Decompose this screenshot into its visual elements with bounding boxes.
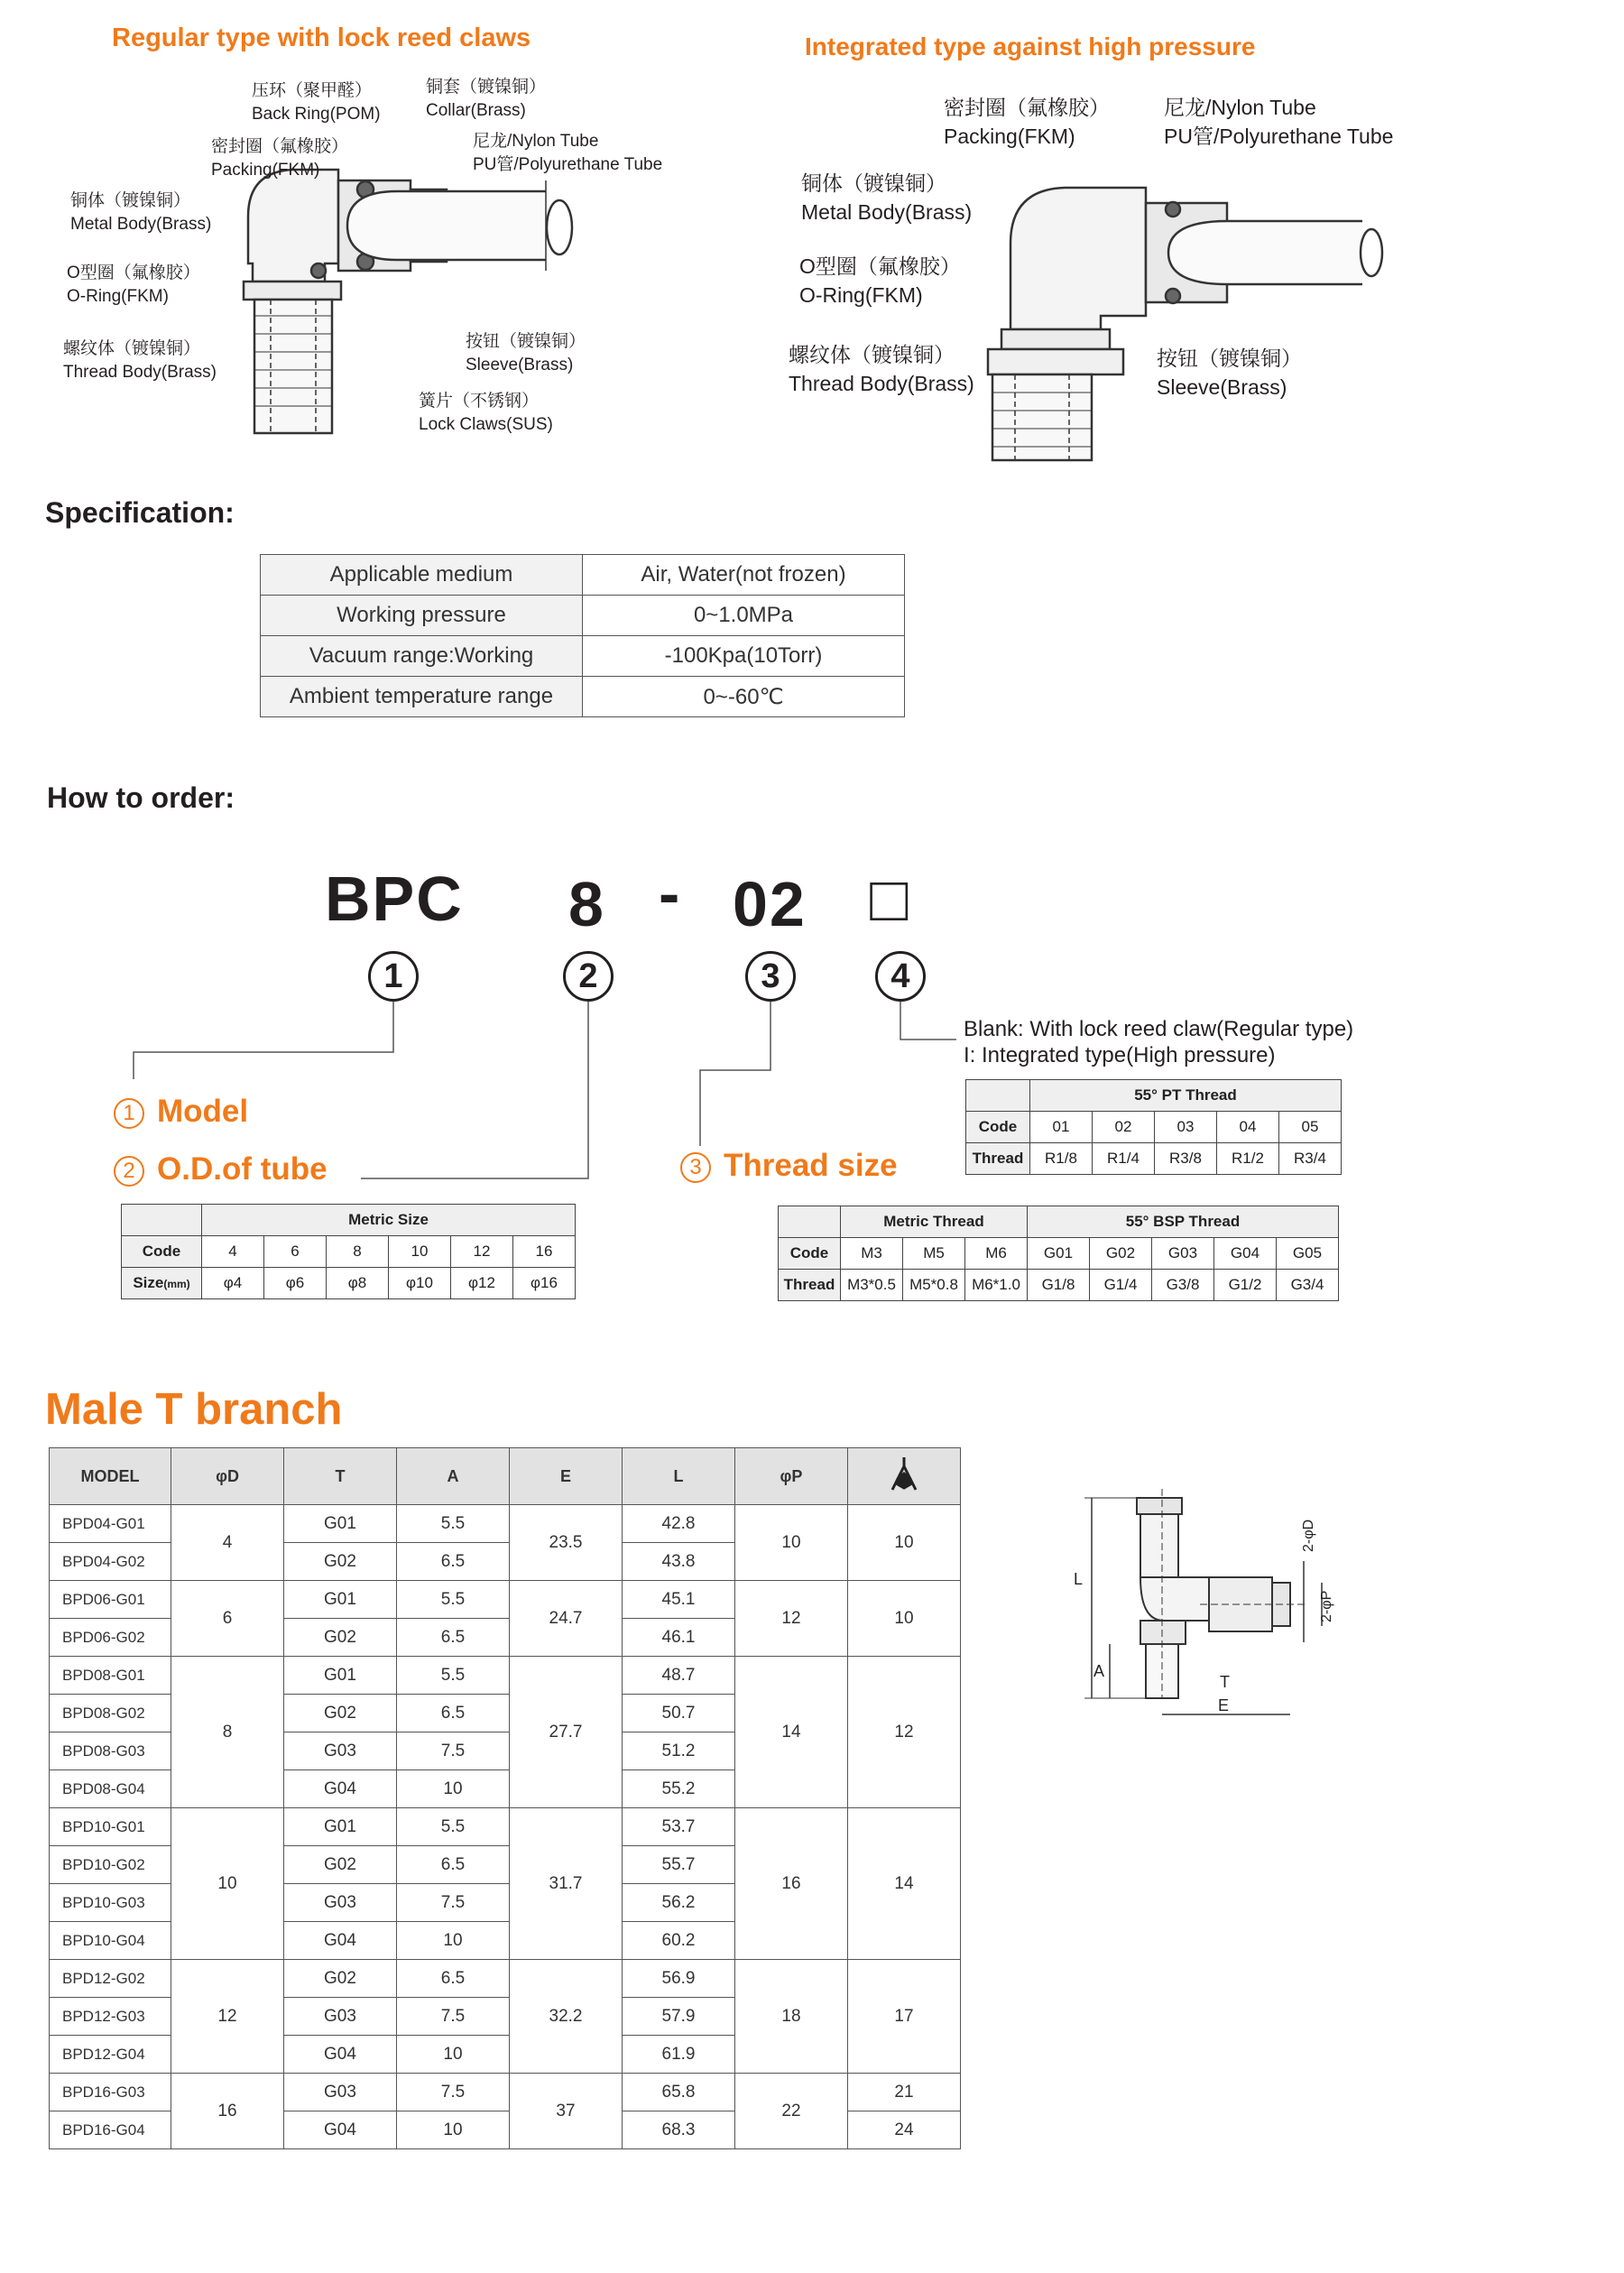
ms-code: 12 bbox=[451, 1236, 513, 1268]
key-model-text: Model bbox=[157, 1094, 249, 1129]
th-code: M3 bbox=[841, 1238, 903, 1270]
l-cell: 55.2 bbox=[623, 1770, 735, 1808]
a-cell: 7.5 bbox=[397, 1998, 510, 2036]
model-cell: BPD08-G02 bbox=[50, 1695, 171, 1732]
thread-body-cn-label: 螺纹体（镀镍铜） bbox=[63, 339, 201, 358]
ms-size-label-cell bbox=[122, 1268, 202, 1299]
suffix-blank-text: Blank: With lock reed claw(Regular type) bbox=[964, 1017, 1354, 1041]
back-ring-en-label: Back Ring(POM) bbox=[252, 105, 381, 124]
l-cell: 55.7 bbox=[623, 1846, 735, 1884]
key-thread bbox=[680, 1148, 898, 1184]
order-circle-2: 2 bbox=[563, 951, 614, 1002]
pt-thread: R1/8 bbox=[1030, 1143, 1093, 1175]
a-cell: 7.5 bbox=[397, 1884, 510, 1922]
t-cell: G02 bbox=[284, 1695, 397, 1732]
model-cell: BPD10-G01 bbox=[50, 1808, 171, 1846]
l-cell: 53.7 bbox=[623, 1808, 735, 1846]
th-code: G03 bbox=[1152, 1238, 1214, 1270]
ms-code: 16 bbox=[513, 1236, 576, 1268]
collar-cn-label: 铜套（镀镍铜） bbox=[426, 78, 547, 97]
a-cell: 6.5 bbox=[397, 1543, 510, 1581]
a-cell: 6.5 bbox=[397, 1846, 510, 1884]
a-cell: 5.5 bbox=[397, 1657, 510, 1695]
left-diagram-title: Regular type with lock reed claws bbox=[112, 23, 531, 52]
r-tube-en-label: PU管/Polyurethane Tube bbox=[1164, 125, 1394, 148]
a-cell: 10 bbox=[397, 2111, 510, 2149]
order-circle-3: 3 bbox=[745, 951, 796, 1002]
l-cell: 43.8 bbox=[623, 1543, 735, 1581]
th-code: M5 bbox=[903, 1238, 965, 1270]
r-packing-en-label: Packing(FKM) bbox=[944, 125, 1075, 148]
pt-thread: R1/2 bbox=[1217, 1143, 1279, 1175]
t-cell: G01 bbox=[284, 1505, 397, 1543]
dim-t-label: T bbox=[1220, 1673, 1230, 1691]
th-thread: G1/8 bbox=[1028, 1270, 1090, 1301]
metal-body-en-label: Metal Body(Brass) bbox=[70, 215, 212, 234]
a-cell: 10 bbox=[397, 1922, 510, 1960]
right-diagram-title: Integrated type against high pressure bbox=[805, 32, 1256, 60]
th-blank-cell bbox=[779, 1206, 841, 1238]
pt-thread: R3/8 bbox=[1155, 1143, 1217, 1175]
r-oring-cn-label: O型圈（氟橡胶） bbox=[799, 254, 961, 278]
t-cell: G01 bbox=[284, 1808, 397, 1846]
l-cell: 42.8 bbox=[623, 1505, 735, 1543]
ms-code: 4 bbox=[202, 1236, 264, 1268]
wrench-cell: 12 bbox=[848, 1657, 961, 1808]
dim-a-label: A bbox=[1093, 1662, 1105, 1680]
e-cell: 37 bbox=[510, 2074, 623, 2149]
col-wrench bbox=[848, 1448, 961, 1505]
t-cell: G01 bbox=[284, 1581, 397, 1619]
l-cell: 48.7 bbox=[623, 1657, 735, 1695]
how-to-order-title: How to order: bbox=[47, 781, 235, 814]
ms-size-row bbox=[122, 1268, 576, 1299]
a-cell: 6.5 bbox=[397, 1619, 510, 1657]
model-cell: BPD08-G01 bbox=[50, 1657, 171, 1695]
table-row bbox=[50, 1960, 961, 1998]
model-cell: BPD12-G03 bbox=[50, 1998, 171, 2036]
spec-value: 0~1.0MPa bbox=[583, 596, 905, 636]
th-thread: G1/2 bbox=[1214, 1270, 1277, 1301]
model-cell: BPD04-G02 bbox=[50, 1543, 171, 1581]
model-cell: BPD12-G02 bbox=[50, 1960, 171, 1998]
key-thread-text: Thread size bbox=[724, 1148, 898, 1183]
dim-p-label: 2-φP bbox=[1319, 1590, 1334, 1622]
pt-thread-row bbox=[966, 1143, 1342, 1175]
ms-blank-cell bbox=[122, 1205, 202, 1236]
ms-header: Metric Size bbox=[202, 1205, 576, 1236]
spec-key: Ambient temperature range bbox=[261, 677, 583, 717]
wrench-cell: 14 bbox=[848, 1808, 961, 1960]
t-cell: G02 bbox=[284, 1619, 397, 1657]
a-cell: 6.5 bbox=[397, 1960, 510, 1998]
ms-code-label: Code bbox=[122, 1236, 202, 1268]
th-code: G04 bbox=[1214, 1238, 1277, 1270]
a-cell: 7.5 bbox=[397, 1732, 510, 1770]
th-code-label: Code bbox=[779, 1238, 841, 1270]
sleeve-en-label: Sleeve(Brass) bbox=[466, 356, 574, 374]
p-cell: 10 bbox=[735, 1505, 848, 1581]
l-cell: 60.2 bbox=[623, 1922, 735, 1960]
r-tube-cn-label: 尼龙/Nylon Tube bbox=[1164, 96, 1316, 119]
ms-size: φ16 bbox=[513, 1268, 576, 1299]
d-cell: 12 bbox=[171, 1960, 284, 2074]
spec-value: 0~-60℃ bbox=[583, 677, 905, 717]
key-num-2: 2 bbox=[114, 1156, 144, 1187]
packing-en-label: Packing(FKM) bbox=[211, 161, 320, 180]
p-cell: 18 bbox=[735, 1960, 848, 2074]
col-d: φD bbox=[171, 1448, 284, 1505]
e-cell: 32.2 bbox=[510, 1960, 623, 2074]
pt-code-label: Code bbox=[966, 1112, 1030, 1143]
a-cell: 7.5 bbox=[397, 2074, 510, 2111]
d-cell: 10 bbox=[171, 1808, 284, 1960]
model-cell: BPD08-G04 bbox=[50, 1770, 171, 1808]
oring-cn-label: O型圈（氟橡胶） bbox=[67, 263, 200, 282]
table-row bbox=[50, 1581, 961, 1619]
r-metal-body-en-label: Metal Body(Brass) bbox=[801, 200, 973, 224]
model-cell: BPD04-G01 bbox=[50, 1505, 171, 1543]
table-row bbox=[50, 1657, 961, 1695]
th-thread: G1/4 bbox=[1090, 1270, 1152, 1301]
oring-en-label: O-Ring(FKM) bbox=[67, 287, 169, 306]
t-cell: G04 bbox=[284, 2111, 397, 2149]
sleeve-cn-label: 按钮（镀镍铜） bbox=[466, 332, 586, 351]
code-part-thread: 02 bbox=[733, 869, 807, 939]
dim-d-label: 2-φD bbox=[1301, 1519, 1316, 1552]
col-t: T bbox=[284, 1448, 397, 1505]
pt-blank-cell bbox=[966, 1080, 1030, 1112]
p-cell: 14 bbox=[735, 1657, 848, 1808]
t-cell: G03 bbox=[284, 1884, 397, 1922]
ms-size: φ10 bbox=[389, 1268, 451, 1299]
key-od bbox=[114, 1151, 328, 1187]
t-cell: G04 bbox=[284, 1770, 397, 1808]
e-cell: 27.7 bbox=[510, 1657, 623, 1808]
d-cell: 6 bbox=[171, 1581, 284, 1657]
wrench-cell: 10 bbox=[848, 1505, 961, 1581]
lock-claws-en-label: Lock Claws(SUS) bbox=[419, 415, 553, 434]
metric-size-table bbox=[121, 1204, 576, 1299]
code-part-od: 8 bbox=[568, 869, 605, 939]
e-cell: 31.7 bbox=[510, 1808, 623, 1960]
product-table bbox=[49, 1447, 961, 2149]
a-cell: 10 bbox=[397, 1770, 510, 1808]
pt-code-row bbox=[966, 1112, 1342, 1143]
ms-code: 8 bbox=[327, 1236, 389, 1268]
wrench-cell: 10 bbox=[848, 1581, 961, 1657]
a-cell: 10 bbox=[397, 2036, 510, 2074]
key-num-3: 3 bbox=[680, 1152, 711, 1183]
hex-wrench-icon bbox=[883, 1454, 925, 1495]
th-thread-row bbox=[779, 1270, 1339, 1301]
thread-table bbox=[778, 1206, 1339, 1301]
l-cell: 51.2 bbox=[623, 1732, 735, 1770]
r-metal-body-cn-label: 铜体（镀镍铜） bbox=[801, 171, 946, 195]
code-part-suffix: □ bbox=[870, 864, 910, 934]
r-thread-body-cn-label: 螺纹体（镀镍铜） bbox=[789, 343, 955, 366]
l-cell: 45.1 bbox=[623, 1581, 735, 1619]
l-cell: 56.2 bbox=[623, 1884, 735, 1922]
th-thread: M3*0.5 bbox=[841, 1270, 903, 1301]
code-part-dash: - bbox=[659, 858, 682, 929]
wrench-cell: 24 bbox=[848, 2111, 961, 2149]
metal-body-cn-label: 铜体（镀镍铜） bbox=[70, 191, 191, 210]
key-model bbox=[114, 1094, 248, 1130]
model-cell: BPD10-G03 bbox=[50, 1884, 171, 1922]
col-p: φP bbox=[735, 1448, 848, 1505]
l-cell: 50.7 bbox=[623, 1695, 735, 1732]
t-cell: G03 bbox=[284, 2074, 397, 2111]
ms-code: 10 bbox=[389, 1236, 451, 1268]
wrench-cell: 21 bbox=[848, 2074, 961, 2111]
th-code-row bbox=[779, 1238, 1339, 1270]
lock-claws-cn-label: 簧片（不锈钢） bbox=[419, 392, 540, 411]
l-cell: 61.9 bbox=[623, 2036, 735, 2074]
t-cell: G03 bbox=[284, 1732, 397, 1770]
model-cell: BPD10-G04 bbox=[50, 1922, 171, 1960]
th-code: G01 bbox=[1028, 1238, 1090, 1270]
pt-thread: R1/4 bbox=[1093, 1143, 1155, 1175]
p-cell: 16 bbox=[735, 1808, 848, 1960]
p-cell: 22 bbox=[735, 2074, 848, 2149]
th-bsp-header: 55° BSP Thread bbox=[1028, 1206, 1339, 1238]
tube-cn-label: 尼龙/Nylon Tube bbox=[473, 132, 599, 151]
ms-code-row bbox=[122, 1236, 576, 1268]
a-cell: 5.5 bbox=[397, 1505, 510, 1543]
e-cell: 23.5 bbox=[510, 1505, 623, 1581]
th-metric-header: Metric Thread bbox=[841, 1206, 1028, 1238]
collar-en-label: Collar(Brass) bbox=[426, 101, 526, 120]
ms-size-unit: (mm) bbox=[163, 1278, 190, 1290]
ms-code: 6 bbox=[264, 1236, 327, 1268]
r-oring-en-label: O-Ring(FKM) bbox=[799, 283, 923, 307]
t-cell: G04 bbox=[284, 2036, 397, 2074]
l-cell: 56.9 bbox=[623, 1960, 735, 1998]
order-circle-1: 1 bbox=[368, 951, 419, 1002]
ms-size: φ4 bbox=[202, 1268, 264, 1299]
r-sleeve-en-label: Sleeve(Brass) bbox=[1157, 375, 1287, 399]
a-cell: 5.5 bbox=[397, 1581, 510, 1619]
col-l: L bbox=[623, 1448, 735, 1505]
col-e: E bbox=[510, 1448, 623, 1505]
pt-thread-label: Thread bbox=[966, 1143, 1030, 1175]
model-cell: BPD06-G01 bbox=[50, 1581, 171, 1619]
t-cell: G04 bbox=[284, 1922, 397, 1960]
t-cell: G02 bbox=[284, 1846, 397, 1884]
th-code: M6 bbox=[965, 1238, 1028, 1270]
table-row bbox=[50, 1808, 961, 1846]
th-thread: M6*1.0 bbox=[965, 1270, 1028, 1301]
l-cell: 46.1 bbox=[623, 1619, 735, 1657]
t-cell: G02 bbox=[284, 1960, 397, 1998]
spec-value: Air, Water(not frozen) bbox=[583, 555, 905, 596]
t-cell: G01 bbox=[284, 1657, 397, 1695]
model-cell: BPD06-G02 bbox=[50, 1619, 171, 1657]
spec-key: Working pressure bbox=[261, 596, 583, 636]
d-cell: 8 bbox=[171, 1657, 284, 1808]
pt-code: 01 bbox=[1030, 1112, 1093, 1143]
e-cell: 24.7 bbox=[510, 1581, 623, 1657]
pt-code: 03 bbox=[1155, 1112, 1217, 1143]
a-cell: 6.5 bbox=[397, 1695, 510, 1732]
th-code: G05 bbox=[1277, 1238, 1339, 1270]
r-thread-body-en-label: Thread Body(Brass) bbox=[789, 372, 974, 395]
ms-size: φ8 bbox=[327, 1268, 389, 1299]
r-sleeve-cn-label: 按钮（镀镍铜） bbox=[1157, 346, 1302, 370]
a-cell: 5.5 bbox=[397, 1808, 510, 1846]
model-cell: BPD12-G04 bbox=[50, 2036, 171, 2074]
spec-key: Applicable medium bbox=[261, 555, 583, 596]
product-title: Male T branch bbox=[45, 1385, 343, 1434]
model-cell: BPD16-G03 bbox=[50, 2074, 171, 2111]
d-cell: 16 bbox=[171, 2074, 284, 2149]
l-cell: 68.3 bbox=[623, 2111, 735, 2149]
packing-cn-label: 密封圈（氟橡胶） bbox=[211, 137, 349, 156]
th-thread: G3/8 bbox=[1152, 1270, 1214, 1301]
code-part-series: BPC bbox=[325, 864, 464, 934]
pt-thread: R3/4 bbox=[1279, 1143, 1342, 1175]
back-ring-cn-label: 压环（聚甲醛） bbox=[252, 81, 373, 100]
table-row bbox=[50, 2074, 961, 2111]
thread-body-en-label: Thread Body(Brass) bbox=[63, 363, 217, 382]
col-a: A bbox=[397, 1448, 510, 1505]
l-cell: 57.9 bbox=[623, 1998, 735, 2036]
spec-key: Vacuum range:Working bbox=[261, 636, 583, 677]
tube-en-label: PU管/Polyurethane Tube bbox=[473, 155, 663, 174]
pt-code: 02 bbox=[1093, 1112, 1155, 1143]
th-thread: M5*0.8 bbox=[903, 1270, 965, 1301]
r-packing-cn-label: 密封圈（氟橡胶） bbox=[944, 96, 1110, 119]
t-cell: G02 bbox=[284, 1543, 397, 1581]
pt-thread-table bbox=[965, 1079, 1342, 1175]
specification-title: Specification: bbox=[45, 496, 235, 529]
model-cell: BPD10-G02 bbox=[50, 1846, 171, 1884]
p-cell: 12 bbox=[735, 1581, 848, 1657]
dim-l-label: L bbox=[1074, 1570, 1084, 1588]
model-cell: BPD08-G03 bbox=[50, 1732, 171, 1770]
th-thread-label: Thread bbox=[779, 1270, 841, 1301]
table-row bbox=[50, 1505, 961, 1543]
th-code: G02 bbox=[1090, 1238, 1152, 1270]
key-od-text: O.D.of tube bbox=[157, 1151, 328, 1187]
d-cell: 4 bbox=[171, 1505, 284, 1581]
suffix-i-text: I: Integrated type(High pressure) bbox=[964, 1043, 1276, 1067]
pt-code: 04 bbox=[1217, 1112, 1279, 1143]
pt-header: 55° PT Thread bbox=[1030, 1080, 1342, 1112]
wrench-cell: 17 bbox=[848, 1960, 961, 2074]
model-cell: BPD16-G04 bbox=[50, 2111, 171, 2149]
ms-size: φ6 bbox=[264, 1268, 327, 1299]
t-cell: G03 bbox=[284, 1998, 397, 2036]
pt-code: 05 bbox=[1279, 1112, 1342, 1143]
l-cell: 65.8 bbox=[623, 2074, 735, 2111]
key-num-1: 1 bbox=[114, 1098, 144, 1129]
th-thread: G3/4 bbox=[1277, 1270, 1339, 1301]
order-circle-4: 4 bbox=[875, 951, 926, 1002]
col-model: MODEL bbox=[50, 1448, 171, 1505]
ms-size-label: Size bbox=[133, 1274, 164, 1291]
ms-size: φ12 bbox=[451, 1268, 513, 1299]
dim-e-label: E bbox=[1218, 1696, 1230, 1714]
spec-value: -100Kpa(10Torr) bbox=[583, 636, 905, 677]
